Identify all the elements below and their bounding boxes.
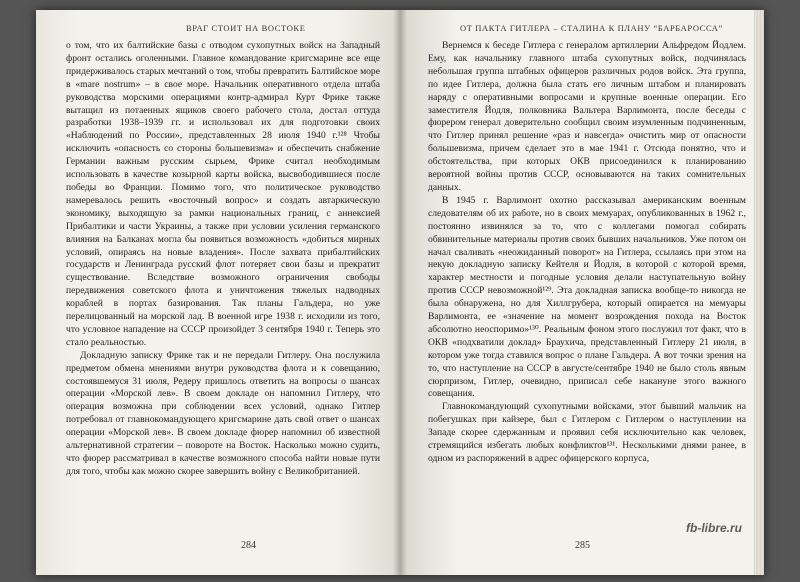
book-gutter <box>393 10 407 575</box>
page-edges <box>754 10 764 575</box>
right-paragraph-2: В 1945 г. Варлимонт охотно рассказывал американским военным следователям об их работе, но в своих мемуарах, опубликованных в 1962 г., постоянно извинялся за то, что с коллегами помогал собирать обвинительные материалы против своих бывших начальников. Уже потом он начал сваливать «неожиданный поворот» на Гитлера, ссылаясь при этом на некую докладную записку Кейтеля и Йодля, в которой с которой время, характер местности и погодные условия делали наступательную войну против СССР невозможной¹²⁹. Эта докладная записка вообще-то никогда не была обнаружена, но для Хиллгрубера, который опирается на мемуары Варлимонта, ее «значение на момент возрождения похода на Восток абсолютно неоспоримо»¹³⁰. Реальным фоном этого послужил тот факт, что в ОКВ «подхватили доклад» Браухича, представленный Гитлеру 21 июля, в котором уже тогда ставился вопрос о плане Гальдера. А вот точки зрения на то, что наступление на СССР в августе/сентябре 1940 не было столь явным сюрпризом, Гитлер, очевидно, приписал себе накануне этого важного совещания. <box>428 194 746 400</box>
watermark: fb-libre.ru <box>686 521 742 535</box>
right-paragraph-1: Вернемся к беседе Гитлера с генералом артиллерии Альфредом Йодлем. Ему, как начальнику главного штаба сухопутных войск, подчинялась небольшая группа штабных офицеров различных родов войск. Эта группа, по идее Гитлера, должна была стать его личным штабом и планировать наряду с оперативными вопросами и крупные военные операции. Его заместителя Йодля, полковника Вальтера Варлимонта, после беседы с фюрером генерал доверительно сообщил своим изумленным подчиненным, что Гитлер принял решение «раз и навсегда» очистить мир от опасности большевизма, причем сделает это в мае 1941 г. Отсюда понятно, что и обстоятельства, при которых ОКВ присоединился к планированию вероятной войны против СССР, основываются на таких сомнительных данных. <box>428 40 746 193</box>
right-body-text <box>428 40 746 466</box>
left-paragraph-2: Докладную записку Фрике так и не передали Гитлеру. Она послужила предметом обмена мнениями внутри руководства флота и к совещанию, состоявшемуся 31 июля, Редеру пришлось ответить на вопросы о шансах операции «Морской лев». В своем докладе он напомнил Гитлеру, что операция возможна при соблюдении всех условий, однако Гитлер потребовал от главнокомандующего кригсмарине дать свой ответ о шансах операции «Морской лев». В своем докладе фюрер напомнил об известной альтернативной стратегии – повороте на Восток. Насколько можно судить, что фюрер рассматривал в качестве возможного способа найти новые пути для того, чтобы как можно скорее завершить войну с Великобританией. <box>66 349 380 477</box>
right-paragraph-3: Главнокомандующий сухопутными войсками, этот бывший мальчик на побегушках при кайзере, был с Гитлером с Гитлером о наступлении на Западе скорее сдержанным и проявил себя исключительно как человек, стремящийся избегать любых конфликтов¹³¹. Несколькими днями ранее, в одном из распоряжений в адрес офицерского корпуса, <box>428 401 746 464</box>
right-page-number: 285 <box>575 540 590 551</box>
right-running-head: ОТ ПАКТА ГИТЛЕРА – СТАЛИНА К ПЛАНУ “БАРБАРОССА” <box>460 23 723 33</box>
right-page <box>400 10 764 575</box>
book-spread <box>36 10 764 575</box>
left-body-text <box>66 40 380 479</box>
left-page-number: 284 <box>241 540 256 551</box>
left-paragraph-1: о том, что их балтийские базы с отводом сухопутных войск на Западный фронт остались оголенными. Главное командование кригсмарине все еще придерживалось старых мечтаний о том, чтобы превратить Балтийское море в «mare nostrum» – в свое море. Начальник оперативного отдела штаба руководства морскими операциями контр-адмирал Курт Фрике также вытащил из потаенных ящиков своего рабочего стола, достал оттуда разработки 1938–1939 гг. и использовал их для подготовки своих «Наблюдений по России», представленных 28 июля 1940 г.¹²⁸ Чтобы исключить «опасность со стороны большевизма» и обеспечить снабжение Германии важным русским сырьем, Фрике считал необходимым использовать в качестве козырной карты войска, высвободившиеся после победы во Франции. Помимо того, что политическое руководство намеревалось решить «восточный вопрос» и создать автаркическую экономику, выходящую за рамки национальных границ, с аннексией Прибалтики и части Украины, а также при условии усиления германского влияния на Балканах могла бы появиться возможность «добиться мирных условий, опираясь на новые владения». После захвата прибалтийских государств и Ленинграда русский флот потеряет свои базы и прекратит существование. Вследствие возможного ограничения свободы передвижения советского флота и уничтожения тяжелых надводных кораблей в портах базирования. Так планы Гальдера, но уже перелицованный на морской лад. В военной игре 1938 г. исходили из того, что условное нападение на СССР произойдет 3 сентября 1940 г. Теперь это стало реальностью. <box>66 40 380 348</box>
left-running-head: ВРАГ СТОИТ НА ВОСТОКЕ <box>186 23 306 33</box>
left-page <box>36 10 400 575</box>
